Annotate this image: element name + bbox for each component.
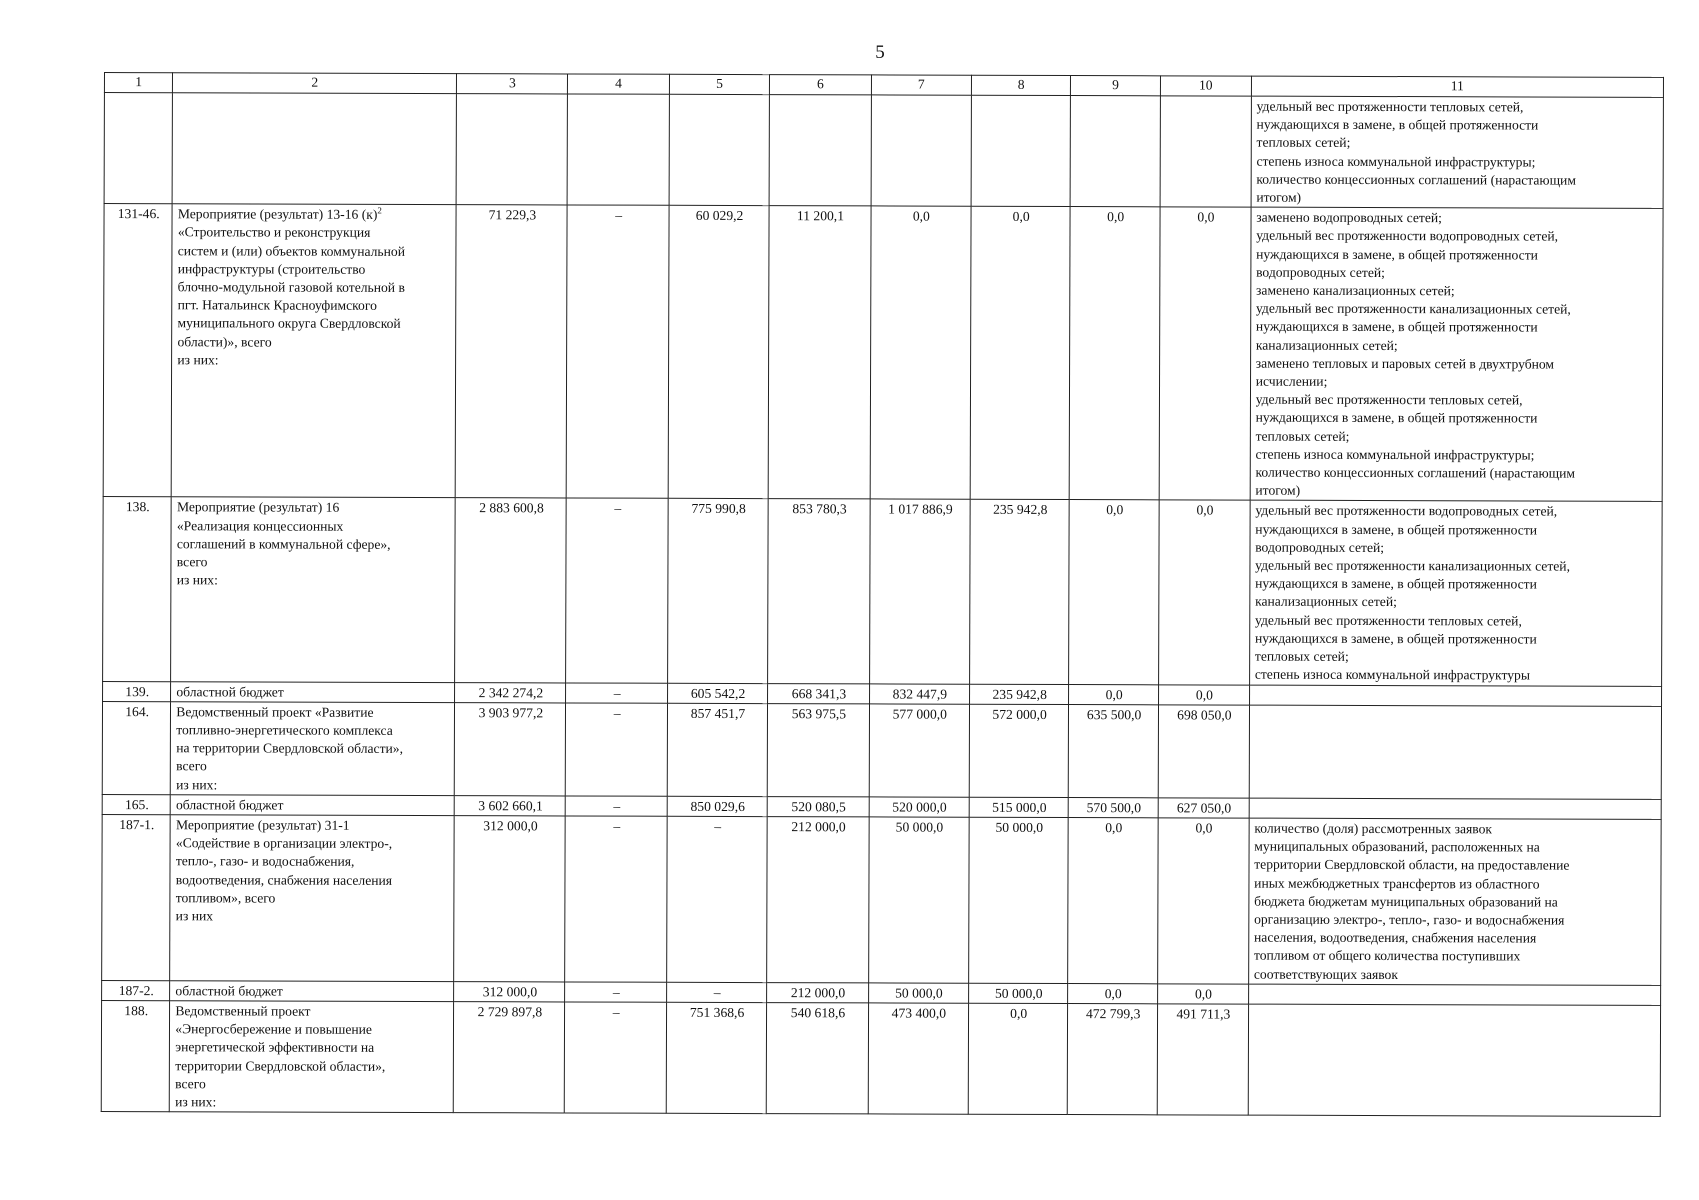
value-cell-col-7: 0,0 <box>870 206 971 500</box>
row-name-line <box>178 224 452 243</box>
indicator-line: топливом от общего количества поступивших <box>1253 947 1521 964</box>
row-number <box>104 93 173 204</box>
column-header: 7 <box>871 75 971 95</box>
value-cell-col-9: 0,0 <box>1068 983 1158 1003</box>
value-cell-col-9: 0,0 <box>1069 207 1160 501</box>
indicator-line: удельный вес протяженности канализационных сетей, <box>1255 300 1571 317</box>
row-name-line <box>175 1075 449 1094</box>
value-cell-col-8: 515 000,0 <box>969 797 1068 818</box>
value-cell-col-8: 0,0 <box>970 206 1070 500</box>
indicator-line: территории Свердловской области, на предоставление <box>1254 856 1570 873</box>
value-cell-col-6: 520 080,5 <box>767 796 869 817</box>
value-cell-col-8: 235 942,8 <box>970 500 1070 684</box>
value-cell-col-4: – <box>566 796 668 817</box>
indicator-line: степень износа коммунальной инфраструктуры <box>1254 666 1531 683</box>
column-header: 8 <box>971 75 1070 95</box>
value-cell-col-5: – <box>666 816 767 982</box>
row-number: 138. <box>103 497 172 681</box>
indicator-line: заменено водопроводных сетей; <box>1256 209 1442 226</box>
row-name-line <box>178 278 452 297</box>
row-name-line <box>175 1057 449 1076</box>
value-cell-col-7: 1 017 886,9 <box>869 499 970 683</box>
row-name-line <box>177 535 451 554</box>
row-name-text: инфраструктуры (строительство <box>177 261 366 277</box>
value-cell-col-8: 50 000,0 <box>969 817 1069 983</box>
value-cell-col-6 <box>769 95 871 207</box>
value-cell-col-6: 212 000,0 <box>767 982 869 1003</box>
table-row <box>101 1000 1660 1116</box>
value-cell-col-9 <box>1070 96 1160 207</box>
value-cell-col-9: 472 799,3 <box>1068 1003 1158 1115</box>
row-name-line <box>176 721 450 740</box>
indicators-cell <box>1248 984 1660 1005</box>
row-name-text: «Строительство и реконструкция <box>177 224 371 241</box>
indicators-cell <box>1249 685 1661 706</box>
value-cell-col-4 <box>567 94 669 206</box>
row-name-line <box>176 776 450 795</box>
indicator-line: удельный вес протяженности водопроводных сетей, <box>1255 503 1558 520</box>
row-name-line <box>176 889 450 908</box>
row-name-line <box>177 499 451 518</box>
row-name-text: Ведомственный проект «Развитие <box>176 703 374 720</box>
indicator-line: бюджета бюджетам муниципальных образований на <box>1254 893 1558 910</box>
row-name-text: «Реализация концессионных <box>176 517 344 534</box>
indicator-line: канализационных сетей; <box>1255 594 1397 610</box>
row-name <box>170 815 455 982</box>
row-number: 188. <box>101 1000 170 1111</box>
indicator-line: степень износа коммунальной инфраструктуры; <box>1256 153 1536 170</box>
row-name-text: «Энергосбережение и повышение <box>175 1021 373 1038</box>
row-name-line <box>176 758 450 777</box>
value-cell-col-3: 3 602 660,1 <box>455 795 566 816</box>
value-cell-col-7: 50 000,0 <box>868 983 968 1004</box>
value-cell-col-6: 563 975,5 <box>767 703 869 796</box>
value-cell-col-7: 577 000,0 <box>869 704 970 797</box>
indicator-line: нуждающихся в замене, в общей протяженности <box>1255 319 1538 335</box>
value-cell-col-4: – <box>565 816 667 982</box>
column-header: 9 <box>1071 76 1161 96</box>
row-name-line <box>175 1020 449 1039</box>
row-name-text: систем и (или) объектов коммунальной <box>177 242 406 259</box>
value-cell-col-10 <box>1160 96 1251 208</box>
indicator-line: итогом) <box>1255 482 1301 499</box>
row-name-text: из них <box>175 908 214 924</box>
indicator-line: итогом) <box>1256 189 1302 205</box>
value-cell-col-10: 0,0 <box>1158 818 1249 984</box>
value-cell-col-3: 71 229,3 <box>456 205 568 499</box>
row-name-line <box>176 683 450 702</box>
row-name-text: энергетической эффективности на <box>175 1039 375 1056</box>
row-name-text: всего <box>176 554 208 570</box>
row-name-line <box>177 553 451 572</box>
row-name-text: областной бюджет <box>176 683 284 700</box>
row-name <box>172 93 456 205</box>
value-cell-col-8: 0,0 <box>968 1003 1068 1115</box>
value-cell-col-5: 775 990,8 <box>667 499 768 683</box>
value-cell-col-4: – <box>565 1002 667 1114</box>
value-cell-col-6: 540 618,6 <box>766 1003 868 1115</box>
indicators-cell <box>1250 207 1663 502</box>
row-name-text: «Содействие в организации электро-, <box>175 835 393 852</box>
row-name-text: водоотведения, снабжения населения <box>175 871 393 888</box>
column-header: 4 <box>568 74 669 94</box>
budget-table <box>101 72 1664 1117</box>
table-row <box>103 497 1663 686</box>
row-name-line <box>177 572 451 591</box>
row-name-text: блочно-модульной газовой котельной в <box>177 279 405 295</box>
row-name-text: тепло-, газо- и водоснабжения, <box>175 853 355 870</box>
indicator-line: количество (доля) рассмотренных заявок <box>1254 820 1493 837</box>
column-header: 2 <box>173 73 457 94</box>
column-header: 3 <box>457 74 568 94</box>
value-cell-col-10: 491 711,3 <box>1157 1004 1248 1116</box>
row-name-line <box>178 260 452 279</box>
indicator-line: организацию электро-, тепло-, газо- и водоснабжения <box>1254 911 1565 928</box>
indicator-line: удельный вес протяженности тепловых сетей, <box>1254 612 1522 629</box>
indicator-line: тепловых сетей; <box>1256 135 1351 151</box>
row-name-text: всего <box>175 1075 206 1092</box>
row-name-line <box>176 739 450 758</box>
row-name-text: областной бюджет <box>176 796 284 813</box>
indicator-line: количество концессионных соглашений (нарастающим <box>1255 464 1576 481</box>
indicator-line: нуждающихся в замене, в общей протяженности <box>1256 246 1538 263</box>
indicators-cell <box>1248 1004 1661 1117</box>
value-cell-col-9: 0,0 <box>1069 500 1159 684</box>
row-name-text: муниципального округа Свердловской <box>177 315 401 332</box>
value-cell-col-5: 857 451,7 <box>667 703 768 796</box>
indicator-line: нуждающихся в замене, в общей протяженности <box>1255 521 1538 538</box>
value-cell-col-10: 0,0 <box>1159 684 1250 704</box>
value-cell-col-10: 0,0 <box>1159 207 1251 501</box>
row-name-text: топливно-энергетического комплекса <box>176 722 393 738</box>
value-cell-col-8 <box>971 95 1071 207</box>
row-name-text: пгт. Натальинск Красноуфимского <box>177 297 377 314</box>
value-cell-col-3: 312 000,0 <box>454 816 566 982</box>
value-cell-col-9: 635 500,0 <box>1069 704 1159 797</box>
table-row <box>102 701 1661 799</box>
indicators-cell <box>1248 818 1661 985</box>
row-name-line <box>176 703 450 722</box>
value-cell-col-6: 11 200,1 <box>768 206 870 500</box>
row-name-text: территории Свердловской области», <box>175 1057 386 1074</box>
column-header: 5 <box>669 74 769 94</box>
value-cell-col-10: 0,0 <box>1158 984 1249 1004</box>
value-cell-col-8: 50 000,0 <box>969 983 1068 1004</box>
value-cell-col-10: 698 050,0 <box>1158 705 1249 798</box>
value-cell-col-5: 850 029,6 <box>667 796 767 817</box>
column-header: 10 <box>1160 76 1251 96</box>
indicator-line: исчислении; <box>1255 373 1328 389</box>
value-cell-col-9: 570 500,0 <box>1068 797 1158 817</box>
row-name-line <box>175 982 449 1001</box>
indicator-line: степень износа коммунальной инфраструктуры; <box>1255 446 1535 463</box>
value-cell-col-4: – <box>567 205 669 499</box>
indicator-line: количество концессионных соглашений (нарастающим <box>1256 171 1576 188</box>
indicator-line: нуждающихся в замене, в общей протяженности <box>1255 575 1537 592</box>
value-cell-col-3 <box>456 94 567 206</box>
row-name-text: Мероприятие (результат) 31-1 <box>175 817 350 833</box>
row-name <box>170 1001 454 1113</box>
row-name-text: Мероприятие (результат) 13-16 (к) <box>177 206 378 223</box>
value-cell-col-4: – <box>566 498 668 682</box>
footnote-mark: 2 <box>377 205 382 216</box>
row-name-text: соглашений в коммунальной сфере», <box>176 536 391 552</box>
row-name <box>170 980 454 1001</box>
row-name-text: из них: <box>175 1094 217 1110</box>
value-cell-col-5: 751 368,6 <box>666 1002 767 1114</box>
column-header: 6 <box>770 75 871 95</box>
value-cell-col-7: 832 447,9 <box>869 683 969 704</box>
row-name-line <box>177 333 451 352</box>
value-cell-col-3: 2 883 600,8 <box>455 498 567 682</box>
value-cell-col-7 <box>871 95 972 207</box>
indicator-line: тепловых сетей; <box>1254 648 1349 665</box>
value-cell-col-3: 2 729 897,8 <box>454 1002 565 1114</box>
value-cell-col-4: – <box>566 682 668 703</box>
indicator-line: муниципальных образований, расположенных на <box>1254 838 1540 855</box>
row-name-line <box>178 296 452 315</box>
row-name-line <box>175 1093 449 1112</box>
indicator-line: заменено канализационных сетей; <box>1256 282 1455 299</box>
indicator-line: нуждающихся в замене, в общей протяженности <box>1255 410 1538 426</box>
row-name-line <box>176 907 450 926</box>
value-cell-col-3: 3 903 977,2 <box>455 702 566 795</box>
row-name-line <box>176 834 450 853</box>
value-cell-col-7: 520 000,0 <box>869 797 969 818</box>
row-number: 131-46. <box>103 204 172 497</box>
row-name-line <box>178 205 452 224</box>
indicator-line: водопроводных сетей; <box>1255 539 1385 555</box>
table-row <box>102 814 1662 985</box>
row-name-line <box>176 816 450 835</box>
value-cell-col-4: – <box>566 703 668 796</box>
value-cell-col-7: 473 400,0 <box>868 1003 969 1115</box>
value-cell-col-4: – <box>565 982 667 1003</box>
row-name-text: топливом», всего <box>175 889 276 906</box>
row-name-text: из них: <box>176 572 218 588</box>
row-name-line <box>177 517 451 536</box>
indicator-line: канализационных сетей; <box>1255 337 1398 353</box>
row-number: 187-1. <box>102 814 171 980</box>
row-name-text: Мероприятие (результат) 16 <box>176 499 340 516</box>
value-cell-col-5: 60 029,2 <box>668 205 769 499</box>
row-name-line <box>176 853 450 872</box>
indicators-cell <box>1249 705 1662 799</box>
row-name-line <box>176 796 450 815</box>
indicator-line: населения, водоотведения, снабжения населения <box>1253 929 1537 946</box>
indicators-cell <box>1249 798 1661 819</box>
value-cell-col-9: 0,0 <box>1069 684 1159 704</box>
value-cell-col-7: 50 000,0 <box>868 817 969 983</box>
indicator-line: заменено тепловых и паровых сетей в двухтрубном <box>1255 355 1555 372</box>
row-number: 139. <box>103 681 171 701</box>
row-name-line <box>176 871 450 890</box>
indicator-line: нуждающихся в замене, в общей протяженности <box>1254 630 1537 647</box>
row-name-line <box>175 1002 449 1021</box>
indicator-line: удельный вес протяженности водопроводных сетей, <box>1256 228 1559 244</box>
indicator-line: тепловых сетей; <box>1255 428 1350 444</box>
value-cell-col-8: 572 000,0 <box>969 704 1069 797</box>
row-name-line <box>175 1039 449 1058</box>
value-cell-col-9: 0,0 <box>1068 817 1158 983</box>
row-name-text: областной бюджет <box>175 982 283 999</box>
row-name <box>171 681 455 702</box>
row-name-text: на территории Свердловской области», <box>176 740 404 757</box>
value-cell-col-6: 212 000,0 <box>767 817 869 983</box>
value-cell-col-10: 627 050,0 <box>1158 798 1249 818</box>
row-name <box>171 497 456 682</box>
row-number: 164. <box>102 701 171 794</box>
page-number: 5 <box>875 42 885 63</box>
row-name-text: из них: <box>176 776 218 792</box>
indicator-line: удельный вес протяженности тепловых сетей, <box>1255 391 1523 408</box>
value-cell-col-6: 668 341,3 <box>768 683 870 704</box>
indicator-line: соответствующих заявок <box>1253 966 1399 982</box>
row-name <box>170 794 454 815</box>
indicator-line: водопроводных сетей; <box>1256 264 1385 280</box>
row-name-text: всего <box>176 758 207 774</box>
value-cell-col-5 <box>669 94 770 206</box>
row-name <box>171 701 455 795</box>
value-cell-col-8: 235 942,8 <box>970 684 1069 705</box>
value-cell-col-3: 312 000,0 <box>454 981 565 1002</box>
table-row <box>104 93 1663 209</box>
indicator-line: нуждающихся в замене, в общей протяженности <box>1256 116 1539 133</box>
value-cell-col-10: 0,0 <box>1159 500 1250 684</box>
column-header: 11 <box>1251 76 1663 97</box>
row-name-text: Ведомственный проект <box>175 1003 311 1019</box>
row-number: 187-2. <box>102 980 170 1000</box>
indicators-cell <box>1251 96 1664 209</box>
row-name-text: области)», всего <box>177 333 272 350</box>
value-cell-col-5: 605 542,2 <box>667 683 767 704</box>
indicators-cell <box>1249 501 1662 686</box>
value-cell-col-5: – <box>666 982 766 1003</box>
value-cell-col-6: 853 780,3 <box>768 499 870 683</box>
row-name-line <box>177 351 451 370</box>
row-name-text: из них: <box>177 352 219 368</box>
indicator-line: удельный вес протяженности тепловых сетей, <box>1256 98 1524 115</box>
value-cell-col-3: 2 342 274,2 <box>455 682 566 703</box>
row-number: 165. <box>102 794 170 814</box>
row-name <box>171 204 456 498</box>
indicator-line: иных межбюджетных трансфертов из областного <box>1254 875 1540 892</box>
indicator-line: удельный вес протяженности канализационных сетей, <box>1255 557 1571 574</box>
table-row <box>103 204 1663 502</box>
row-name-line <box>178 315 452 334</box>
row-name-line <box>178 242 452 261</box>
column-header: 1 <box>104 73 172 93</box>
